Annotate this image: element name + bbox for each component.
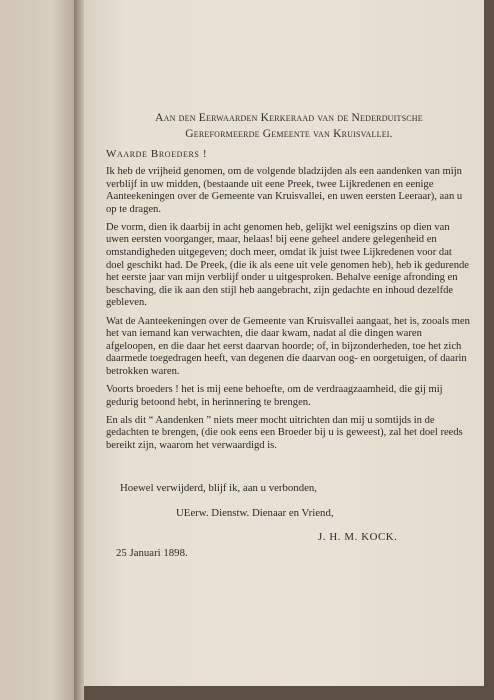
book-spine xyxy=(74,0,84,700)
letter-body xyxy=(106,166,472,458)
closing-title: UEerw. Dienstw. Dienaar en Vriend, xyxy=(176,507,334,519)
left-page xyxy=(0,0,74,700)
page-edge-right xyxy=(484,0,494,700)
dedication-heading xyxy=(106,110,472,142)
paragraph: En als dit “ Aandenken ” niets meer mocht uitrichten dan mij u somtijds in de gedachten te brengen, (die ook eens een Broeder bij u is geweest), zal het doel reeds bereikt zijn, waarom het verwaardigd is. xyxy=(106,414,463,451)
letter-date: 25 Januari 1898. xyxy=(116,547,188,559)
heading-line-1: Aan den Eerwaarden Kerkeraad van de Nederduitsche xyxy=(155,112,423,124)
page-edge-bottom xyxy=(84,686,484,700)
paragraph: Voorts broeders ! het is mij eene behoefte, om de verdraagzaamheid, die gij mij gedurig betoond hebt, in herinnering te brengen. xyxy=(106,384,443,408)
paragraph: De vorm, dien ik daarbij in acht genomen heb, gelijkt wel eenigszins op dien van uwen eersten voorganger, maar, helaas! bij eene geheel andere gelegenheid en omstandigheden uitgegeven; doch meer, omdat ik juist twee Lijkredenen voor dat doel geschikt had. De Preek, (die ik als eene uit vele genomen heb), heb ik gedurende het eerste jaar van mijn verblijf onder u uitgesproken. Behalve eenige afronding en beschaving, die ik aan den stijl heb aangebracht, zijn gedachte en inhoud dezelfde gebleven. xyxy=(106,221,470,309)
paragraph: Wat de Aanteekeningen over de Gemeente van Kruisvallei aangaat, het is, zooals men het van iemand kan verwachten, die daar kwam, nadat al die dingen waren afgeloopen, en die daar het eerst daarvan hoorde; of, in bijzonderheden, toe het zich daarmede toegedragen heeft, van degenen die daarvan oog- en oorgetuigen, of daarin betrokken waren. xyxy=(106,315,470,377)
paragraph: Ik heb de vrijheid genomen, om de volgende bladzijden als een aandenken van mijn verblijf in uw midden, (bestaande uit eene Preek, twee Lijkredenen en eenige Aanteekeningen over de Gemeente van Kruisvallei, en uwen eersten Leeraar), aan u op te dragen. xyxy=(106,166,463,215)
heading-line-2: Gereformeerde Gemeente van Kruisvallei. xyxy=(185,128,393,140)
closing-line: Hoewel verwijderd, blijf ik, aan u verbonden, xyxy=(120,482,317,494)
signature: J. H. M. KOCK. xyxy=(318,531,398,543)
salutation: Waarde Broeders ! xyxy=(106,148,208,160)
